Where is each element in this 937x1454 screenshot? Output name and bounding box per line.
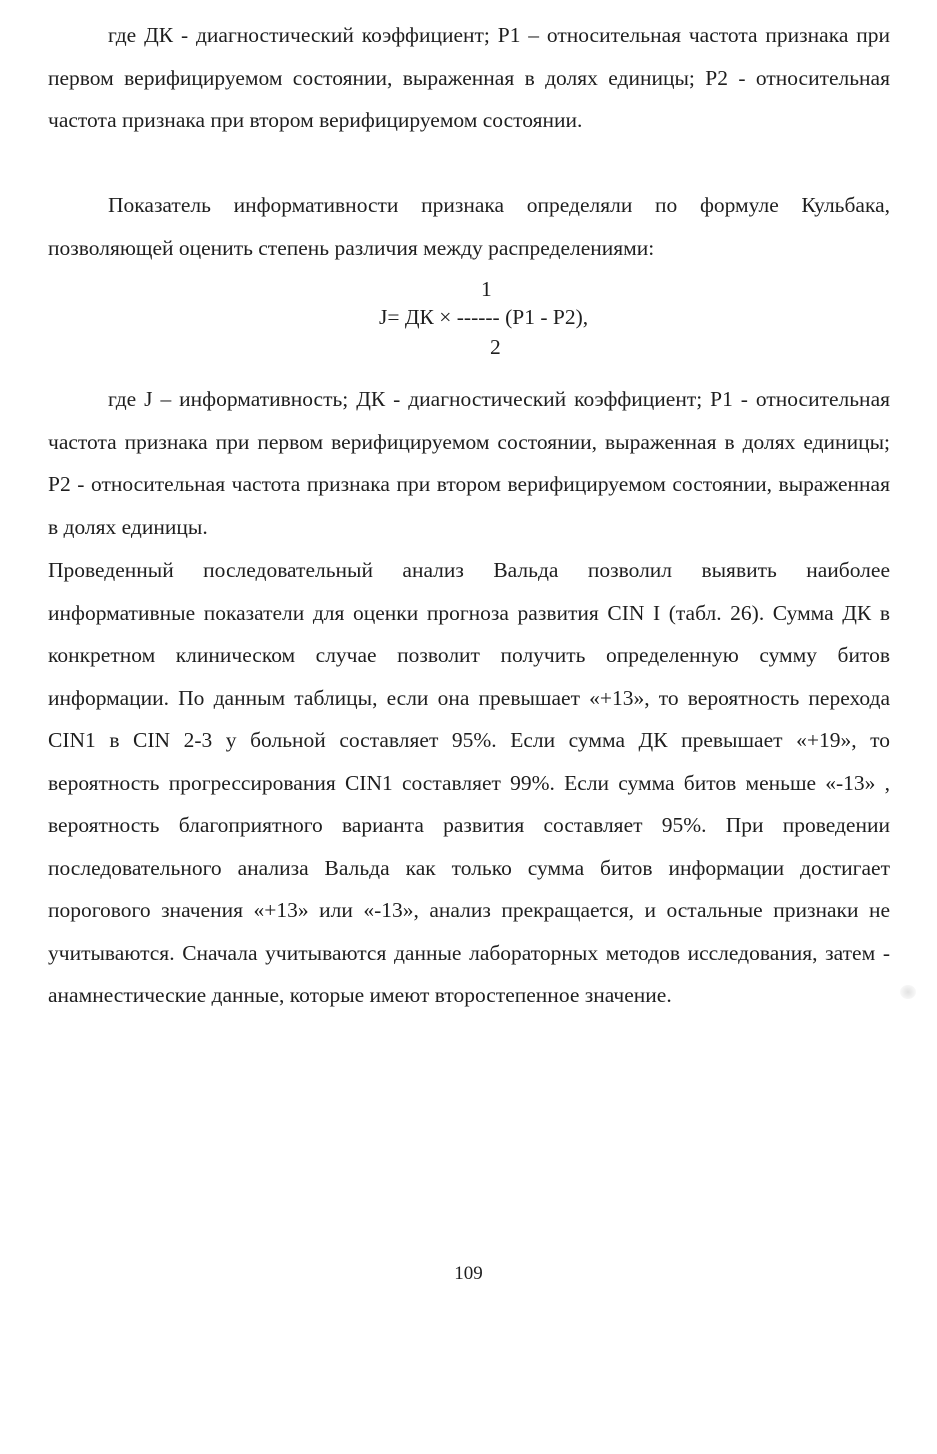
paragraph-kullback-intro: Показатель информативности признака определяли по формуле Кульбака, позволяющей оценить степень различия между распределениями: (48, 193, 890, 260)
formula-numerator: 1 (481, 277, 492, 301)
paragraph-j-definition: где J – информативность; ДК - диагностический коэффициент; P1 - относительная частота признака при первом верифицируемом состоянии, выраженная в долях единицы; P2 - относительная частота признака при втором верифицируемом состоянии, выраженная в долях единицы. (48, 387, 890, 539)
formula-main-line: J= ДК × ------ (P1 - P2), (379, 305, 589, 329)
formula-denominator: 2 (490, 335, 501, 359)
paragraph-dk-definition: где ДК - диагностический коэффициент; P1 – относительная частота признака при первом верифицируемом состоянии, выраженная в долях единицы; P2 - относительная частота признака при втором верифицируемом состоянии. (48, 23, 890, 132)
page-number: 109 (454, 1263, 483, 1284)
scan-artifact (900, 985, 916, 999)
paragraph-wald-analysis: Проведенный последовательный анализ Вальда позволил выявить наиболее информативные показатели для оценки прогноза развития CIN I (табл. 26). Сумма ДК в конкретном клиническом случае позволит получить определенную сумму битов информации. По данным таблицы, если она превышает «+13», то вероятность перехода CIN1 в CIN 2-3 у больной составляет 95%. Если сумма ДК превышает «+19», то вероятность прогрессирования CIN1 составляет 99%. Если сумма битов меньше «-13» , вероятность благоприятного варианта развития составляет 95%. При проведении последовательного анализа Вальда как только сумма битов информации достигает порогового значения «+13» или «-13», анализ прекращается, и остальные признаки не учитываются. Сначала учитываются данные лабораторных методов исследования, затем - анамнестические данные, которые имеют второстепенное значение. (48, 558, 890, 1007)
